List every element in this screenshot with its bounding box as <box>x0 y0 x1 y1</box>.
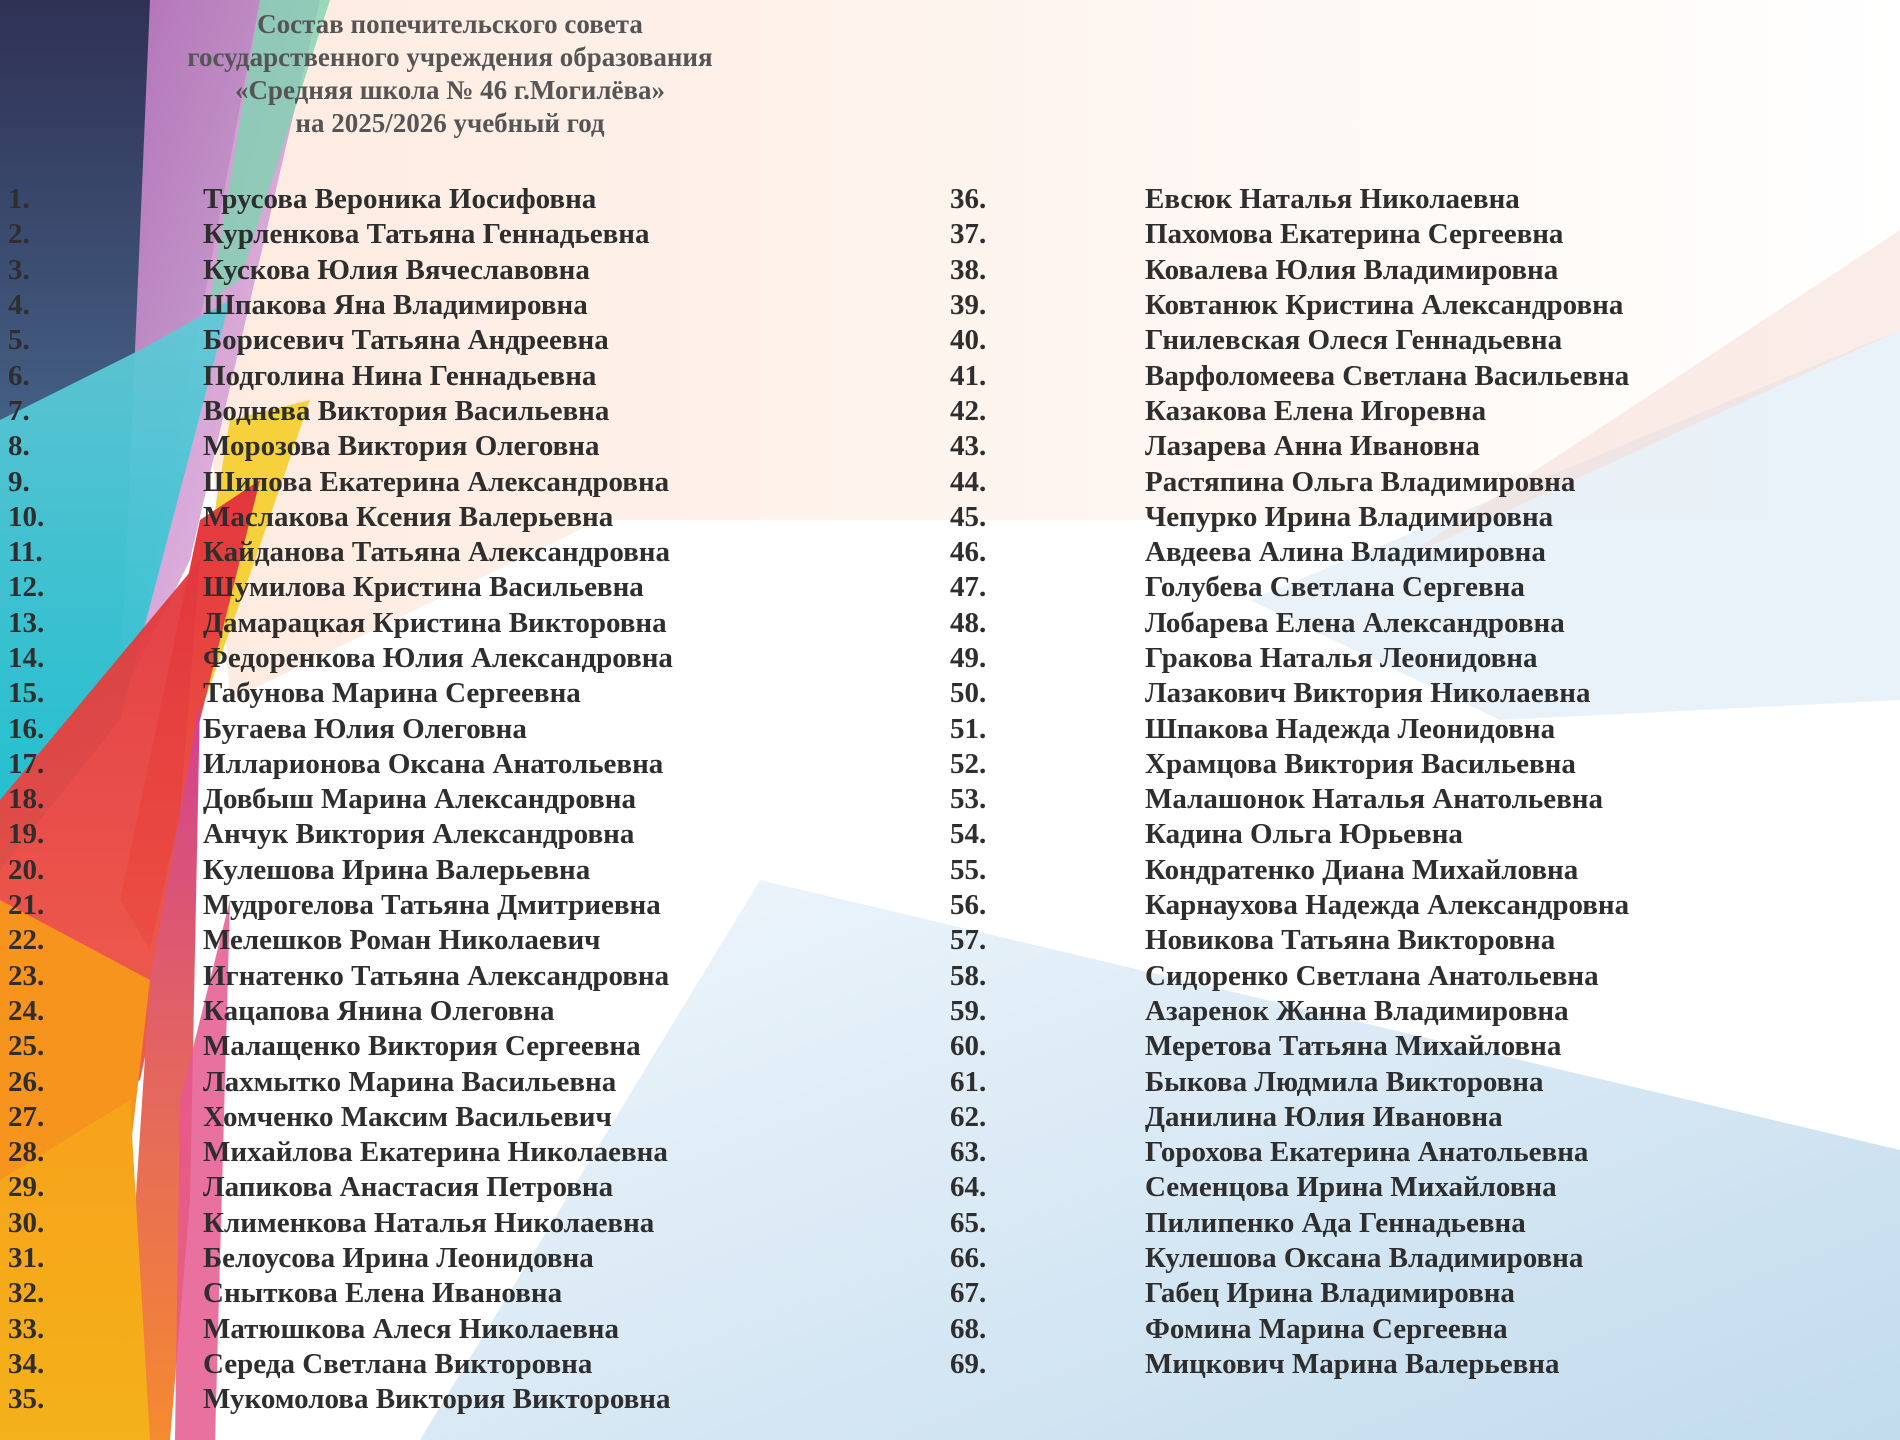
member-name: Шпакова Надежда Леонидовна <box>1145 712 1556 745</box>
member-row <box>8 253 768 288</box>
member-row <box>8 1276 768 1311</box>
member-number: 41. <box>950 359 987 392</box>
member-name: Растяпина Ольга Владимировна <box>1145 465 1576 498</box>
member-number: 50. <box>950 677 987 710</box>
member-row <box>8 1064 768 1099</box>
member-name: Кулешова Оксана Владимировна <box>1145 1242 1584 1275</box>
member-name: Пахомова Екатерина Сергеевна <box>1145 218 1564 251</box>
member-number: 34. <box>8 1347 45 1380</box>
member-name: Игнатенко Татьяна Александровна <box>203 959 670 992</box>
member-name: Семенцова Ирина Михайловна <box>1145 1171 1557 1204</box>
member-number: 59. <box>950 994 987 1027</box>
member-row <box>950 994 1710 1029</box>
member-name: Морозова Виктория Олеговна <box>203 430 600 463</box>
member-name: Кайданова Татьяна Александровна <box>203 536 670 569</box>
member-row <box>8 429 768 464</box>
member-row <box>8 641 768 676</box>
member-number: 57. <box>950 924 987 957</box>
member-number: 6. <box>8 359 30 392</box>
document-title <box>30 8 870 140</box>
member-row <box>950 500 1710 535</box>
member-number: 1. <box>8 183 30 216</box>
member-row <box>950 606 1710 641</box>
member-row <box>950 217 1710 252</box>
member-row <box>950 641 1710 676</box>
member-number: 55. <box>950 853 987 886</box>
member-row <box>8 570 768 605</box>
member-row <box>950 888 1710 923</box>
member-row <box>950 288 1710 323</box>
member-number: 29. <box>8 1171 45 1204</box>
member-number: 40. <box>950 324 987 357</box>
member-name: Меретова Татьяна Михайловна <box>1145 1030 1562 1063</box>
member-name: Новикова Татьяна Викторовна <box>1145 924 1556 957</box>
member-number: 31. <box>8 1242 45 1275</box>
member-row <box>950 817 1710 852</box>
member-name: Авдеева Алина Владимировна <box>1145 536 1546 569</box>
member-row <box>950 429 1710 464</box>
member-name: Гракова Наталья Леонидовна <box>1145 642 1538 674</box>
member-name: Анчук Виктория Александровна <box>203 818 635 851</box>
member-number: 58. <box>950 959 987 992</box>
member-number: 33. <box>8 1312 45 1345</box>
members-list-left <box>8 182 768 1417</box>
member-number: 43. <box>950 430 987 463</box>
title-line-1: Состав попечительского совета <box>257 9 643 39</box>
member-name: Дамарацкая Кристина Викторовна <box>203 606 667 639</box>
member-row <box>950 676 1710 711</box>
member-number: 24. <box>8 994 45 1027</box>
member-name: Мукомолова Виктория Викторовна <box>203 1383 671 1416</box>
member-row <box>8 994 768 1029</box>
member-name: Мицкович Марина Валерьевна <box>1145 1347 1560 1380</box>
member-name: Лобарева Елена Александровна <box>1145 606 1565 639</box>
member-name: Середа Светлана Викторовна <box>203 1347 593 1380</box>
member-row <box>950 570 1710 605</box>
member-number: 4. <box>8 289 30 322</box>
member-row <box>950 747 1710 782</box>
member-number: 7. <box>8 394 30 427</box>
member-name: Быкова Людмила Викторовна <box>1145 1065 1544 1098</box>
member-name: Пилипенко Ада Геннадьевна <box>1145 1206 1526 1239</box>
member-name: Гнилевская Олеся Геннадьевна <box>1145 324 1563 357</box>
member-name: Казакова Елена Игоревна <box>1145 394 1487 427</box>
member-name: Кацапова Янина Олеговна <box>203 994 555 1027</box>
member-row <box>8 676 768 711</box>
member-number: 13. <box>8 606 45 639</box>
member-number: 44. <box>950 465 987 498</box>
member-name: Шпакова Яна Владимировна <box>203 289 588 322</box>
member-name: Воднева Виктория Васильевна <box>203 394 610 427</box>
member-name: Варфоломеева Светлана Васильевна <box>1145 359 1630 392</box>
member-name: Сидоренко Светлана Анатольевна <box>1145 959 1599 992</box>
member-row <box>950 1135 1710 1170</box>
member-number: 22. <box>8 924 45 957</box>
member-row <box>950 959 1710 994</box>
member-row <box>8 500 768 535</box>
member-number: 67. <box>950 1277 987 1310</box>
member-number: 19. <box>8 818 45 851</box>
member-number: 30. <box>8 1206 45 1239</box>
member-row <box>8 747 768 782</box>
member-name: Мудрогелова Татьяна Дмитриевна <box>203 889 661 922</box>
member-number: 49. <box>950 642 987 674</box>
member-number: 28. <box>8 1136 45 1169</box>
member-number: 39. <box>950 289 987 322</box>
member-number: 65. <box>950 1206 987 1239</box>
member-number: 51. <box>950 712 987 745</box>
member-name: Борисевич Татьяна Андреевна <box>203 324 609 357</box>
member-number: 54. <box>950 818 987 851</box>
member-number: 14. <box>8 642 45 674</box>
member-number: 36. <box>950 183 987 216</box>
member-row <box>8 1170 768 1205</box>
title-line-4: на 2025/2026 учебный год <box>295 108 605 138</box>
member-row <box>8 817 768 852</box>
member-row <box>8 711 768 746</box>
member-name: Довбыш Марина Александровна <box>203 783 637 816</box>
member-name: Лахмытко Марина Васильевна <box>203 1065 617 1098</box>
member-row <box>8 1100 768 1135</box>
member-row <box>950 1029 1710 1064</box>
member-row <box>950 1206 1710 1241</box>
member-row <box>8 535 768 570</box>
member-name: Клименкова Наталья Николаевна <box>203 1206 655 1239</box>
member-number: 3. <box>8 253 30 286</box>
member-row <box>950 1064 1710 1099</box>
member-row <box>8 1135 768 1170</box>
member-number: 11. <box>8 536 43 569</box>
member-row <box>8 923 768 958</box>
member-number: 63. <box>950 1136 987 1169</box>
member-row <box>8 1241 768 1276</box>
member-name: Голубева Светлана Сергевна <box>1145 571 1525 604</box>
member-number: 47. <box>950 571 987 604</box>
member-row <box>8 182 768 217</box>
member-name: Шумилова Кристина Васильевна <box>203 571 644 604</box>
member-row <box>950 182 1710 217</box>
member-number: 25. <box>8 1030 45 1063</box>
member-name: Федоренкова Юлия Александровна <box>203 642 673 674</box>
member-number: 20. <box>8 853 45 886</box>
member-number: 32. <box>8 1277 45 1310</box>
member-row <box>8 288 768 323</box>
member-name: Карнаухова Надежда Александровна <box>1145 889 1630 922</box>
member-name: Сныткова Елена Ивановна <box>203 1277 563 1310</box>
member-number: 56. <box>950 889 987 922</box>
members-list-right <box>950 182 1710 1382</box>
member-name: Малащенко Виктория Сергеевна <box>203 1030 641 1063</box>
member-number: 52. <box>950 747 987 780</box>
member-name: Кулешова Ирина Валерьевна <box>203 853 591 886</box>
member-name: Евсюк Наталья Николаевна <box>1145 183 1520 216</box>
member-row <box>950 711 1710 746</box>
title-line-2: государственного учреждения образования <box>187 42 713 72</box>
member-row <box>950 1170 1710 1205</box>
member-row <box>950 323 1710 358</box>
member-number: 5. <box>8 324 30 357</box>
member-row <box>8 464 768 499</box>
member-row <box>950 782 1710 817</box>
member-row <box>950 853 1710 888</box>
member-number: 8. <box>8 430 30 463</box>
member-name: Азаренок Жанна Владимировна <box>1145 994 1569 1027</box>
member-name: Трусова Вероника Иосифовна <box>203 183 597 216</box>
member-name: Шипова Екатерина Александровна <box>203 465 670 498</box>
member-row <box>950 1241 1710 1276</box>
member-name: Лапикова Анастасия Петровна <box>203 1171 614 1204</box>
member-number: 12. <box>8 571 45 604</box>
member-row <box>8 782 768 817</box>
member-name: Лазакович Виктория Николаевна <box>1145 677 1591 710</box>
member-name: Маслакова Ксения Валерьевна <box>203 500 614 533</box>
member-row <box>8 323 768 358</box>
member-name: Хомченко Максим Васильевич <box>203 1100 612 1133</box>
member-row <box>8 394 768 429</box>
member-number: 68. <box>950 1312 987 1345</box>
title-line-3: «Средняя школа № 46 г.Могилёва» <box>234 75 666 105</box>
member-number: 10. <box>8 500 45 533</box>
member-number: 48. <box>950 606 987 639</box>
member-number: 66. <box>950 1242 987 1275</box>
member-name: Кадина Ольга Юрьевна <box>1145 818 1463 851</box>
member-number: 69. <box>950 1347 987 1380</box>
member-number: 38. <box>950 253 987 286</box>
member-name: Кускова Юлия Вячеславовна <box>203 253 590 286</box>
member-number: 62. <box>950 1100 987 1133</box>
member-name: Подголина Нина Геннадьевна <box>203 359 597 392</box>
member-row <box>8 1312 768 1347</box>
member-number: 61. <box>950 1065 987 1098</box>
member-row <box>950 535 1710 570</box>
member-name: Илларионова Оксана Анатольевна <box>203 747 664 780</box>
member-name: Лазарева Анна Ивановна <box>1145 430 1480 463</box>
member-number: 17. <box>8 747 45 780</box>
member-name: Бугаева Юлия Олеговна <box>203 712 527 745</box>
member-name: Данилина Юлия Ивановна <box>1145 1100 1503 1133</box>
member-number: 46. <box>950 536 987 569</box>
member-row <box>950 1347 1710 1382</box>
member-number: 37. <box>950 218 987 251</box>
member-row <box>8 1347 768 1382</box>
member-row <box>950 1100 1710 1135</box>
member-row <box>8 853 768 888</box>
member-number: 15. <box>8 677 45 710</box>
member-name: Малашонок Наталья Анатольевна <box>1145 783 1603 816</box>
member-number: 16. <box>8 712 45 745</box>
member-number: 18. <box>8 783 45 816</box>
member-row <box>8 1206 768 1241</box>
member-name: Чепурко Ирина Владимировна <box>1145 500 1554 533</box>
member-number: 45. <box>950 500 987 533</box>
member-number: 35. <box>8 1383 45 1416</box>
member-row <box>8 1029 768 1064</box>
member-row <box>8 959 768 994</box>
member-name: Табунова Марина Сергеевна <box>203 677 581 710</box>
member-name: Мелешков Роман Николаевич <box>203 924 601 957</box>
member-name: Михайлова Екатерина Николаевна <box>203 1136 668 1169</box>
member-row <box>950 253 1710 288</box>
member-row <box>8 1382 768 1417</box>
member-number: 42. <box>950 394 987 427</box>
member-name: Горохова Екатерина Анатольевна <box>1145 1136 1589 1169</box>
member-number: 27. <box>8 1100 45 1133</box>
member-row <box>950 1276 1710 1311</box>
member-row <box>8 606 768 641</box>
member-row <box>950 923 1710 958</box>
member-name: Матюшкова Алеся Николаевна <box>203 1312 619 1345</box>
member-number: 26. <box>8 1065 45 1098</box>
member-name: Кондратенко Диана Михайловна <box>1145 853 1579 886</box>
member-row <box>8 217 768 252</box>
member-name: Ковтанюк Кристина Александровна <box>1145 289 1624 322</box>
member-name: Ковалева Юлия Владимировна <box>1145 253 1559 286</box>
member-number: 53. <box>950 783 987 816</box>
member-row <box>950 394 1710 429</box>
member-row <box>8 358 768 393</box>
member-row <box>8 888 768 923</box>
member-number: 9. <box>8 465 30 498</box>
member-name: Храмцова Виктория Васильевна <box>1145 747 1576 780</box>
member-number: 60. <box>950 1030 987 1063</box>
member-number: 2. <box>8 218 30 251</box>
member-row <box>950 1312 1710 1347</box>
member-number: 21. <box>8 889 45 922</box>
member-row <box>950 464 1710 499</box>
member-name: Фомина Марина Сергеевна <box>1145 1312 1508 1345</box>
member-name: Белоусова Ирина Леонидовна <box>203 1242 594 1275</box>
member-name: Габец Ирина Владимировна <box>1145 1277 1515 1310</box>
member-name: Курленкова Татьяна Геннадьевна <box>203 218 650 251</box>
member-number: 64. <box>950 1171 987 1204</box>
member-row <box>950 358 1710 393</box>
member-number: 23. <box>8 959 45 992</box>
